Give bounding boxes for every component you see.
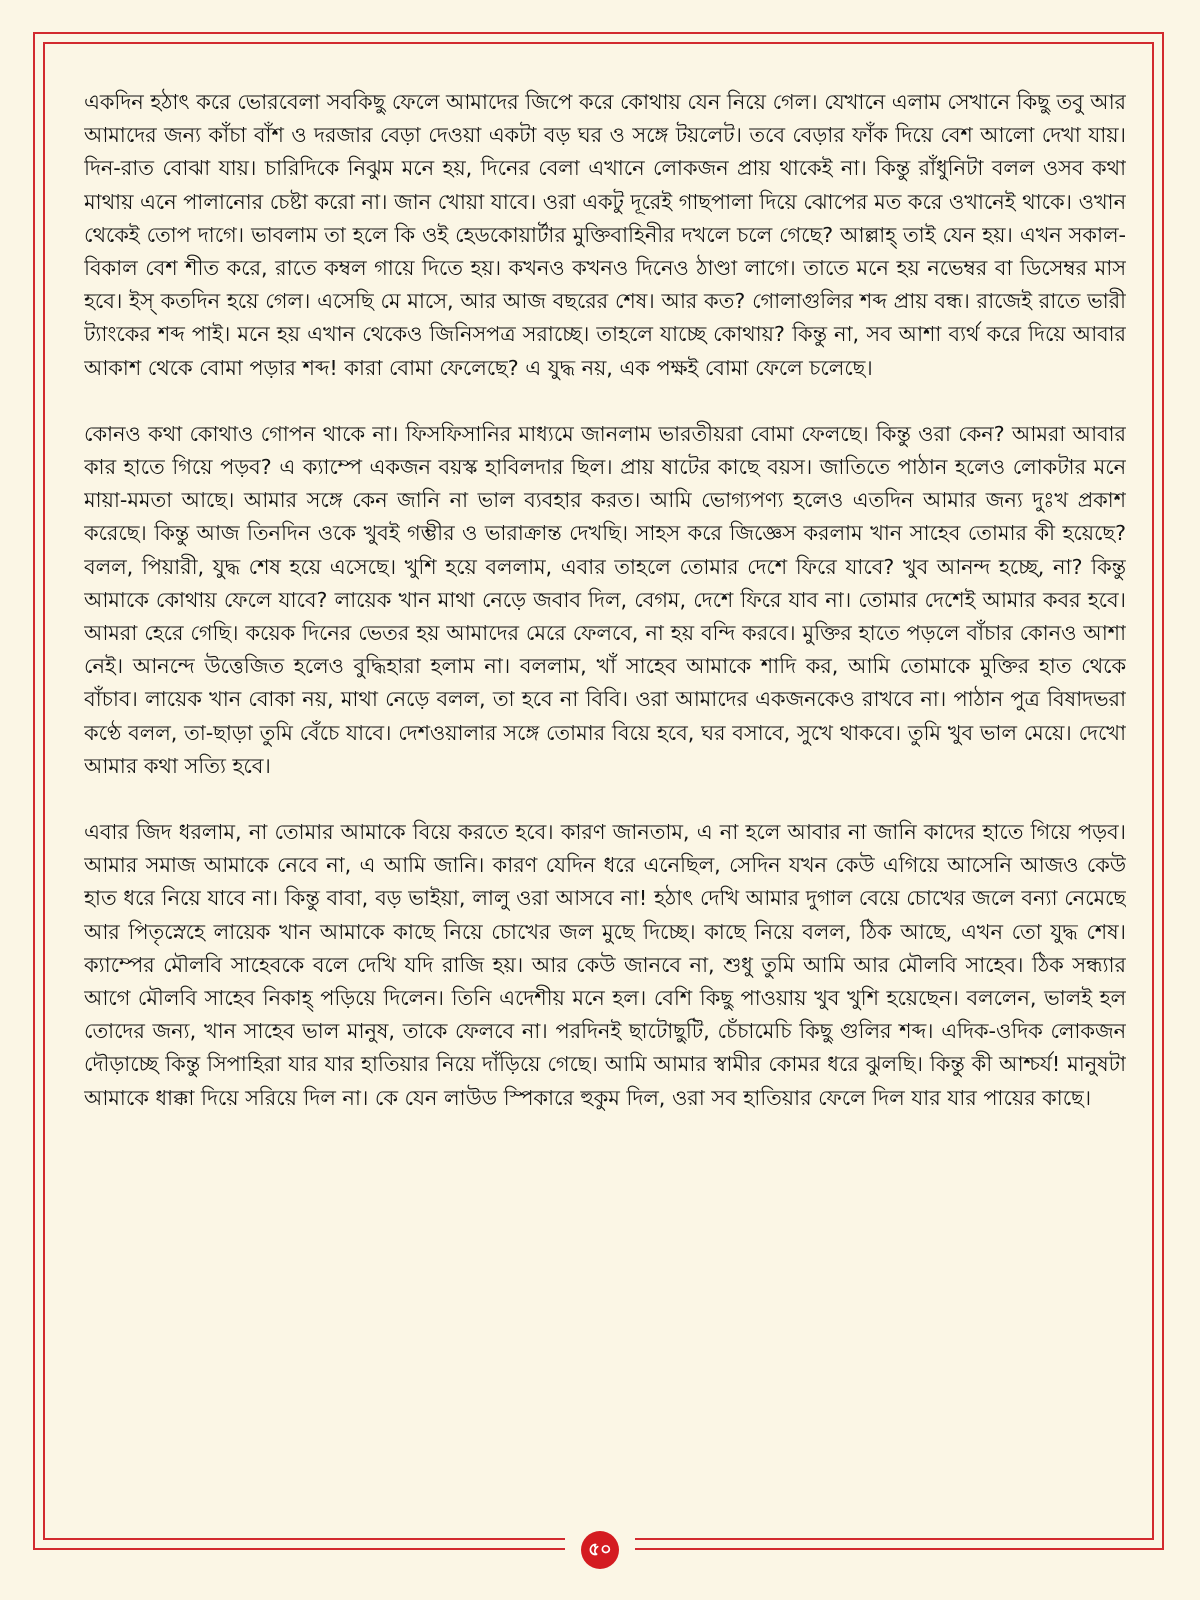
page-number-badge: ৫০ [581,1531,619,1569]
page-body [84,86,1126,1516]
paragraph-2: কোনও কথা কোথাও গোপন থাকে না। ফিসফিসানির মাধ্যমে জানলাম ভারতীয়রা বোমা ফেলছে। কিন্তু ওরা কেন? আমরা আবার কার হাতে গিয়ে পড়ব? এ ক্যাম্পে একজন বয়স্ক হাবিলদার ছিল। প্রায় ষাটের কাছে বয়স। জাতিতে পাঠান হলেও লোকটার মনে মায়া-মমতা আছে। আমার সঙ্গে কেন জানি না ভাল ব্যবহার করত। আমি ভোগ্যপণ্য হলেও এতদিন আমার জন্য দুঃখ প্রকাশ করেছে। কিন্তু আজ তিনদিন ওকে খুবই গম্ভীর ও ভারাক্রান্ত দেখছি। সাহস করে জিজ্ঞেস করলাম খান সাহেব তোমার কী হয়েছে? বলল, পিয়ারী, যুদ্ধ শেষ হয়ে এসেছে। খুশি হয়ে বললাম, এবার তাহলে তোমার দেশে ফিরে যাবে? খুব আনন্দ হচ্ছে, না? কিন্তু আমাকে কোথায় ফেলে যাবে? লায়েক খান মাথা নেড়ে জবাব দিল, বেগম, দেশে ফিরে যাব না। তোমার দেশেই আমার কবর হবে। আমরা হেরে গেছি। কয়েক দিনের ভেতর হয় আমাদের মেরে ফেলবে, না হয় বন্দি করবে। মুক্তির হাতে পড়লে বাঁচার কোনও আশা নেই। আনন্দে উত্তেজিত হলেও বুদ্ধিহারা হলাম না। বললাম, খাঁ সাহেব আমাকে শাদি কর, আমি তোমাকে মুক্তির হাত থেকে বাঁচাব। লায়েক খান বোকা নয়, মাথা নেড়ে বলল, তা হবে না বিবি। ওরা আমাদের একজনকেও রাখবে না। পাঠান পুত্র বিষাদভরা কণ্ঠে বলল, তা-ছাড়া তুমি বেঁচে যাবে। দেশওয়ালার সঙ্গে তোমার বিয়ে হবে, ঘর বসাবে, সুখে থাকবে। তুমি খুব ভাল মেয়ে। দেখো আমার কথা সত্যি হবে। [84,421,1126,778]
paragraph-3: এবার জিদ ধরলাম, না তোমার আমাকে বিয়ে করতে হবে। কারণ জানতাম, এ না হলে আবার না জানি কাদের হাতে গিয়ে পড়ব। আমার সমাজ আমাকে নেবে না, এ আমি জানি। কারণ যেদিন ধরে এনেছিল, সেদিন যখন কেউ এগিয়ে আসেনি আজও কেউ হাত ধরে নিয়ে যাবে না। কিন্তু বাবা, বড় ভাইয়া, লালু ওরা আসবে না! হঠাৎ দেখি আমার দুগাল বেয়ে চোখের জলে বন্যা নেমেছে আর পিতৃস্নেহে লায়েক খান আমাকে কাছে নিয়ে চোখের জল মুছে দিচ্ছে। কাছে নিয়ে বলল, ঠিক আছে, এখন তো যুদ্ধ শেষ। ক্যাম্পের মৌলবি সাহেবকে বলে দেখি যদি রাজি হয়। আর কেউ জানবে না, শুধু তুমি আমি আর মৌলবি সাহেব। ঠিক সন্ধ্যার আগে মৌলবি সাহেব নিকাহ্ পড়িয়ে দিলেন। তিনি এদেশীয় মনে হল। বেশি কিছু পাওয়ায় খুব খুশি হয়েছেন। বললেন, ভালই হল তোদের জন্য, খান সাহেব ভাল মানুষ, তাকে ফেলবে না। পরদিনই ছাটোছুটি, চেঁচামেচি কিছু গুলির শব্দ। এদিক-ওদিক লোকজন দৌড়াচ্ছে কিন্তু সিপাহিরা যার যার হাতিয়ার নিয়ে দাঁড়িয়ে গেছে। আমি আমার স্বামীর কোমর ধরে ঝুলছি। কিন্তু কী আশ্চর্য! মানুষটা আমাকে ধাক্কা দিয়ে সরিয়ে দিল না। কে যেন লাউড স্পিকারে হুকুম দিল, ওরা সব হাতিয়ার ফেলে দিল যার যার পায়ের কাছে। [84,820,1126,1110]
page-footer [0,1530,1200,1574]
page-number-gap [565,1530,635,1570]
paragraph-1: একদিন হঠাৎ করে ভোরবেলা সবকিছু ফেলে আমাদের জিপে করে কোথায় যেন নিয়ে গেল। যেখানে এলাম সেখানে কিছু তবু আর আমাদের জন্য কাঁচা বাঁশ ও দরজার বেড়া দেওয়া একটা বড় ঘর ও সঙ্গে টয়লেট। তবে বেড়ার ফাঁক দিয়ে বেশ আলো দেখা যায়। দিন-রাত বোঝা যায়। চারিদিকে নিঝুম মনে হয়, দিনের বেলা এখানে লোকজন প্রায় থাকেই না। কিন্তু রাঁধুনিটা বলল ওসব কথা মাথায় এনে পালানোর চেষ্টা করো না। জান খোয়া যাবে। ওরা একটু দূরেই গাছপালা দিয়ে ঝোপের মত করে ওখানেই থাকে। ওখান থেকেই তোপ দাগে। ভাবলাম তা হলে কি ওই হেডকোয়ার্টার মুক্তিবাহিনীর দখলে চলে গেছে? আল্লাহ্ তাই যেন হয়। এখন সকাল-বিকাল বেশ শীত করে, রাতে কম্বল গায়ে দিতে হয়। কখনও কখনও দিনেও ঠাণ্ডা লাগে। তাতে মনে হয় নভেম্বর বা ডিসেম্বর মাস হবে। ইস্ কতদিন হয়ে গেল। এসেছি মে মাসে, আর আজ বছরের শেষ। আর কত? গোলাগুলির শব্দ প্রায় বন্ধ। রাজেই রাতে ভারী ট্যাংকের শব্দ পাই। মনে হয় এখান থেকেও জিনিসপত্র সরাচ্ছে। তাহলে যাচ্ছে কোথায়? কিন্তু না, সব আশা ব্যর্থ করে দিয়ে আবার আকাশ থেকে বোমা পড়ার শব্দ! কারা বোমা ফেলেছে? এ যুদ্ধ নয়, এক পক্ষই বোমা ফেলে চলেছে। [84,90,1126,380]
